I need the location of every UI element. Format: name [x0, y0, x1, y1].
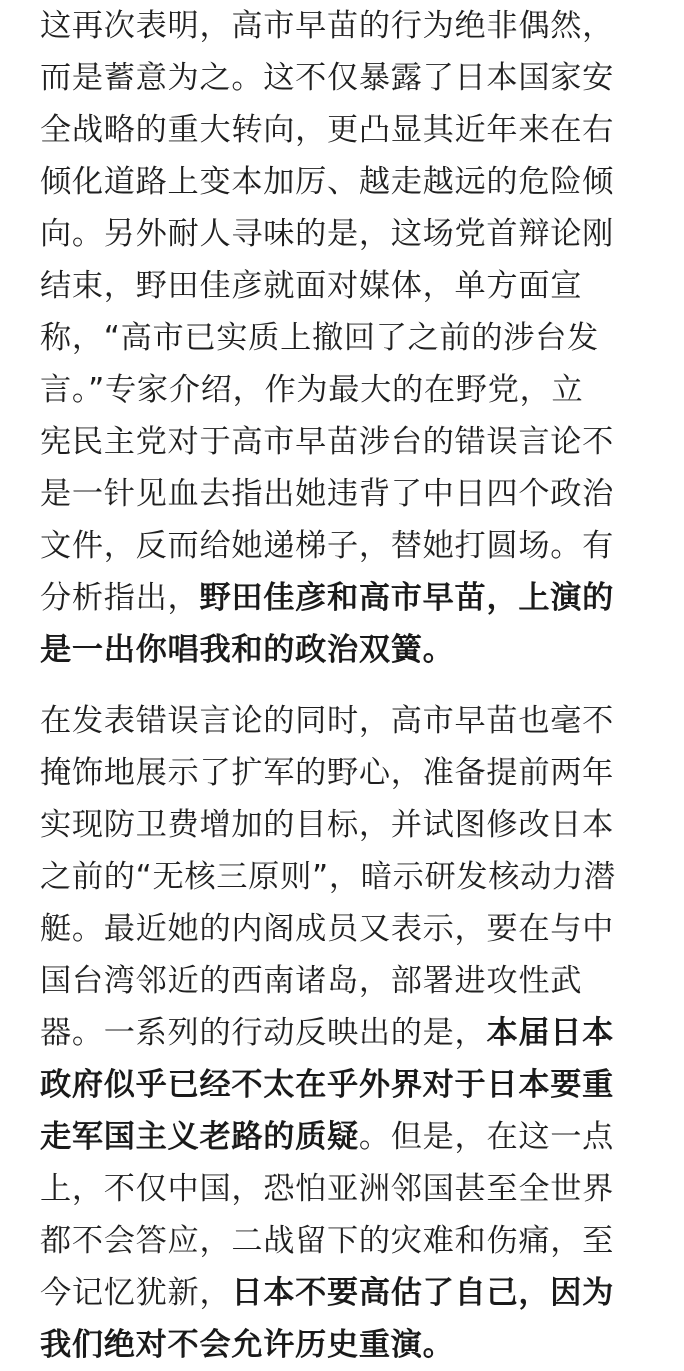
paragraph-line — [40, 312, 644, 364]
paragraph-line — [40, 520, 644, 572]
paragraph-line — [40, 468, 644, 520]
paragraph-line — [40, 104, 644, 156]
paragraph-line — [40, 1319, 644, 1371]
paragraph-line — [40, 851, 644, 903]
body-text: 在发表错误言论的同时，高市早苗也毫不 — [40, 703, 614, 739]
body-text: 实现防卫费增加的目标，并试图修改日本 — [40, 807, 614, 843]
paragraph-line — [40, 156, 644, 208]
body-text: 结束，野田佳彦就面对媒体，单方面宣 — [40, 268, 583, 304]
paragraph-line — [40, 260, 644, 312]
body-text: 分析指出， — [40, 580, 200, 616]
body-text: 。但是，在这一点 — [358, 1119, 614, 1155]
bold-text: 走军国主义老路的质疑 — [40, 1119, 359, 1155]
body-text: 国台湾邻近的西南诸岛，部署进攻性武 — [40, 963, 583, 999]
body-text: 而是蓄意为之。这不仅暴露了日本国家安 — [40, 60, 614, 96]
paragraph-line — [40, 1163, 644, 1215]
paragraph-line — [40, 1111, 644, 1163]
bold-text: 日本不要高估了自己，因为 — [231, 1275, 614, 1311]
body-text: 今记忆犹新， — [40, 1275, 232, 1311]
bold-text: 本届日本 — [486, 1015, 614, 1051]
body-text: 文件，反而给她递梯子，替她打圆场。有 — [40, 528, 614, 564]
paragraph-line — [40, 52, 644, 104]
body-text: 向。另外耐人寻味的是，这场党首辩论刚 — [40, 216, 614, 252]
paragraph-line — [40, 572, 644, 624]
body-text: 都不会答应，二战留下的灾难和伤痛，至 — [40, 1223, 614, 1259]
paragraph-line — [40, 955, 644, 1007]
body-text: 言。”专家介绍，作为最大的在野党，立 — [40, 372, 584, 408]
paragraph-line — [40, 695, 644, 747]
paragraph-line — [40, 0, 644, 52]
body-text: 全战略的重大转向，更凸显其近年来在右 — [40, 112, 614, 148]
body-text: 之前的“无核三原则”，暗示研发核动力潜 — [40, 859, 616, 895]
bold-text: 政府似乎已经不太在乎外界对于日本要重 — [40, 1067, 614, 1103]
paragraph-line — [40, 747, 644, 799]
body-text: 这再次表明，高市早苗的行为绝非偶然， — [40, 8, 614, 44]
bold-text: 是一出你唱我和的政治双簧。 — [40, 632, 455, 668]
body-text: 是一针见血去指出她违背了中日四个政治 — [40, 476, 614, 512]
paragraph-line — [40, 208, 644, 260]
body-text: 宪民主党对于高市早苗涉台的错误言论不 — [40, 424, 614, 460]
paragraph-line — [40, 416, 644, 468]
bold-text: 野田佳彦和高市早苗，上演的 — [199, 580, 614, 616]
body-text: 上，不仅中国，恐怕亚洲邻国甚至全世界 — [40, 1171, 614, 1207]
bold-text: 我们绝对不会允许历史重演。 — [40, 1327, 455, 1363]
paragraph-line — [40, 903, 644, 955]
body-text: 艇。最近她的内阁成员又表示，要在与中 — [40, 911, 614, 947]
paragraph-line — [40, 364, 644, 416]
body-text: 称，“高市已实质上撤回了之前的涉台发 — [40, 320, 599, 356]
body-text: 倾化道路上变本加厉、越走越远的危险倾 — [40, 164, 614, 200]
paragraph-line — [40, 1267, 644, 1319]
body-text: 器。一系列的行动反映出的是， — [40, 1015, 487, 1051]
paragraph-line — [40, 1059, 644, 1111]
paragraph-line — [40, 1007, 644, 1059]
paragraph-line — [40, 799, 644, 851]
body-text: 掩饰地展示了扩军的野心，准备提前两年 — [40, 755, 614, 791]
paragraph-line — [40, 624, 644, 676]
paragraph-line — [40, 1215, 644, 1267]
